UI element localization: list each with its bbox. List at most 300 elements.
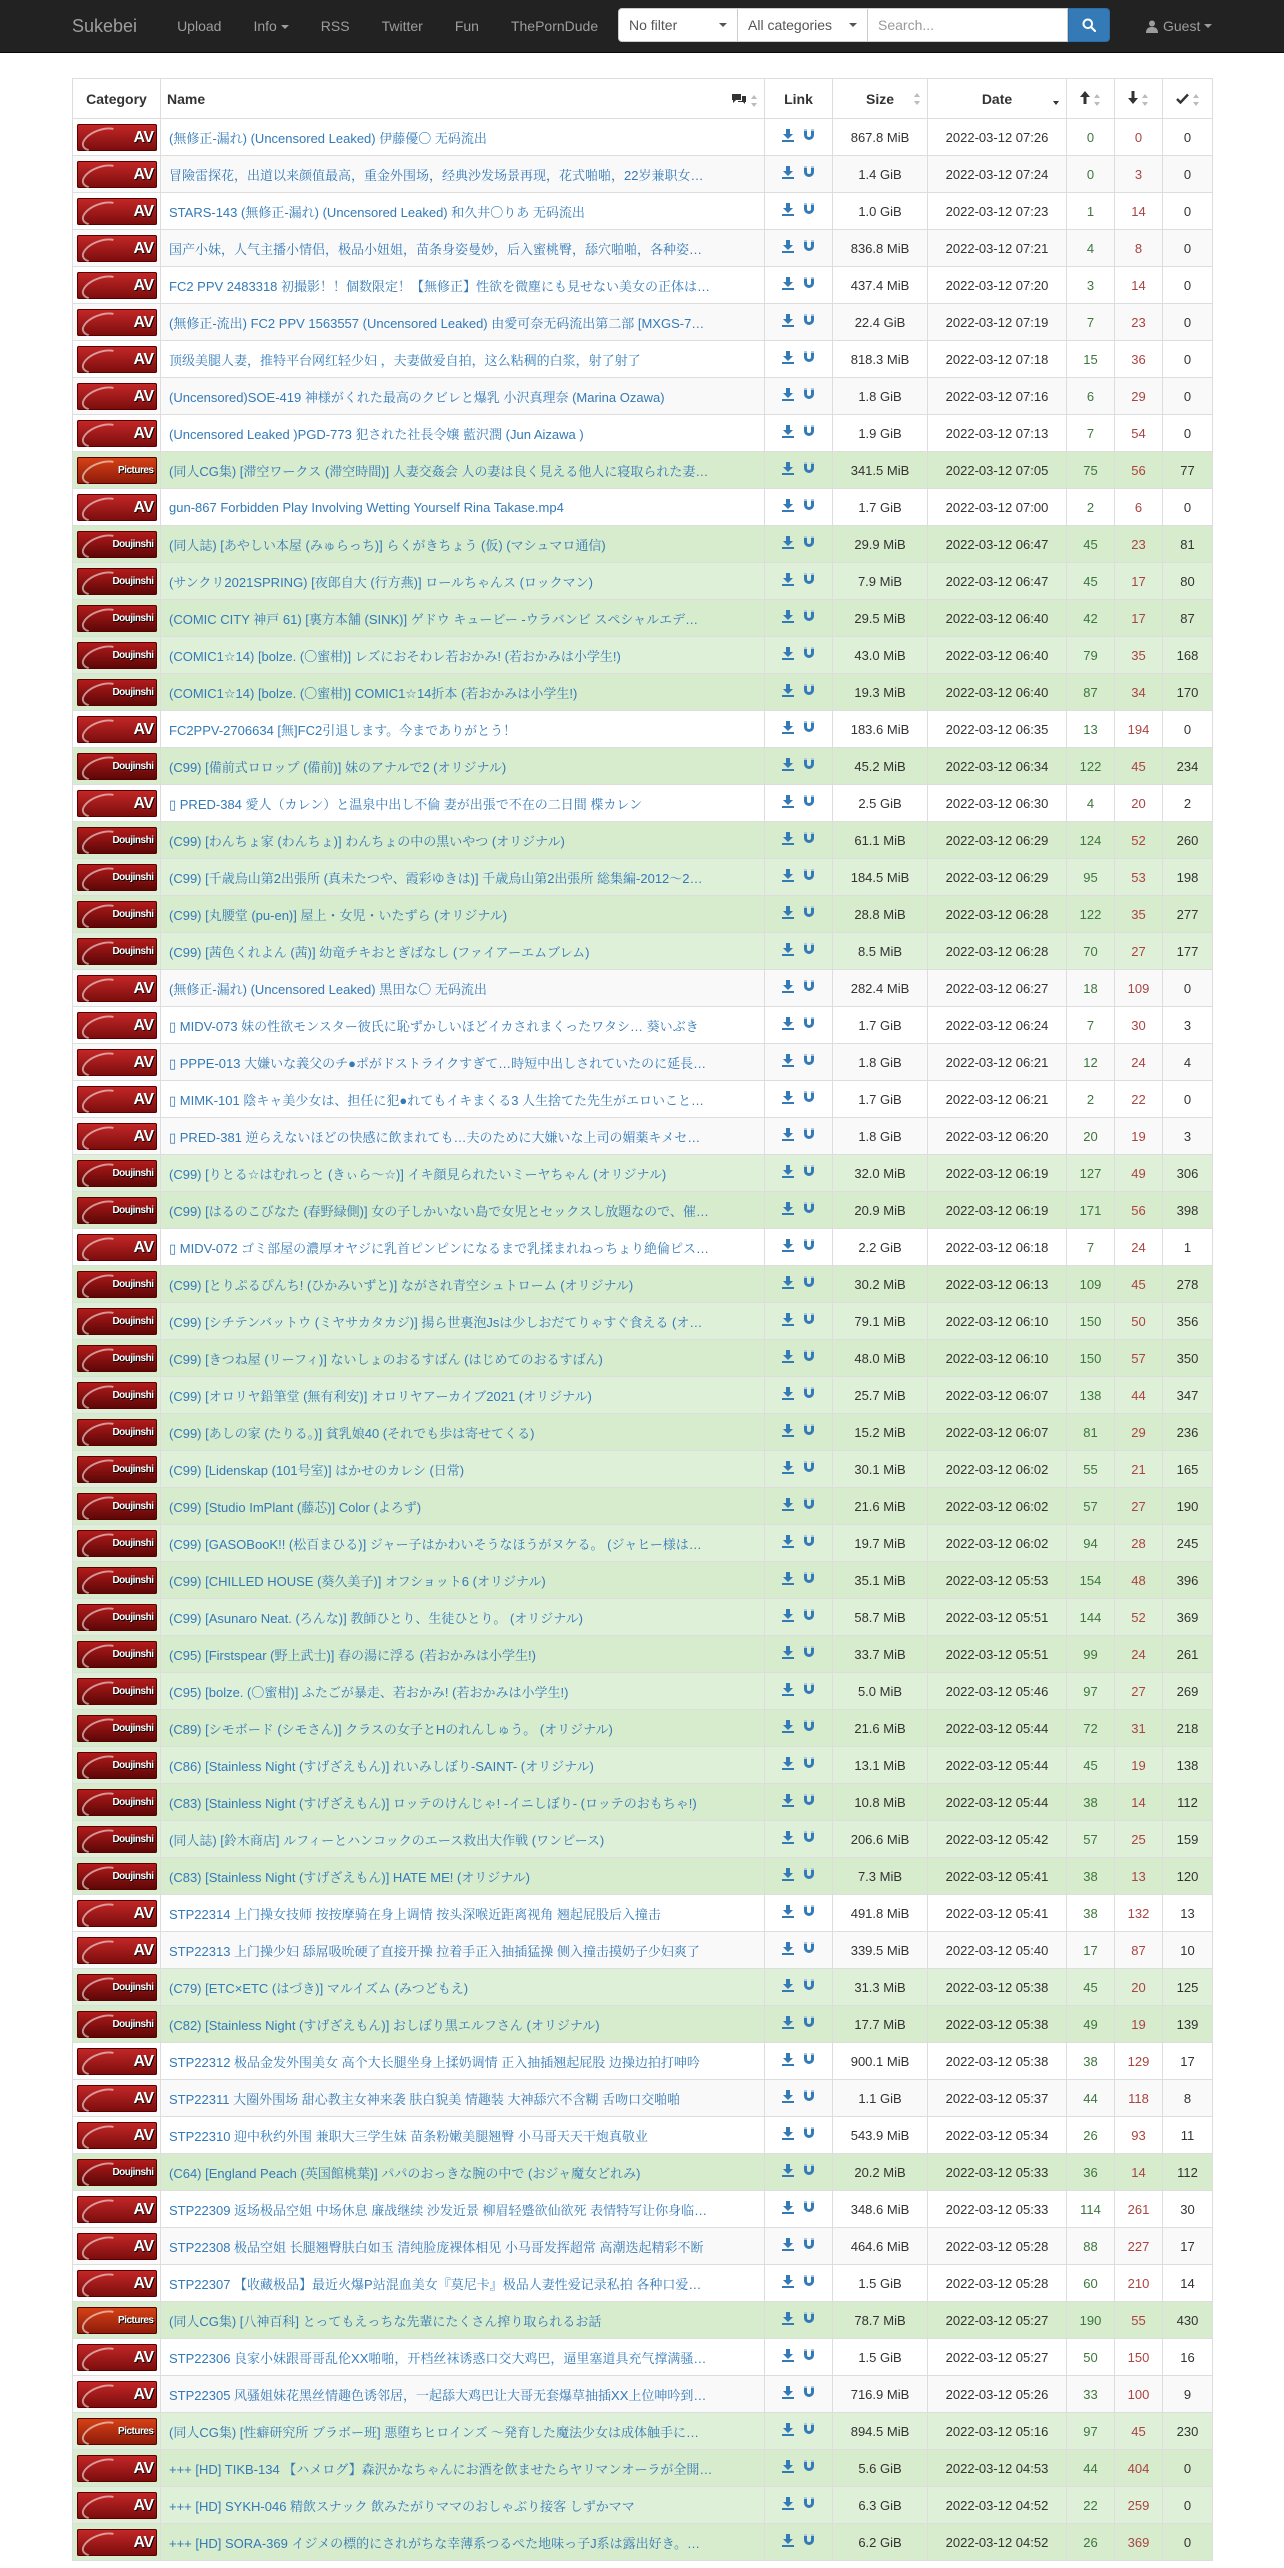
category-badge[interactable]	[77, 753, 157, 780]
nav-theporndude[interactable]: ThePornDude	[510, 18, 599, 34]
category-badge[interactable]	[77, 938, 157, 965]
download-icon[interactable]	[782, 1794, 794, 1810]
download-icon[interactable]	[782, 1054, 794, 1070]
col-date[interactable]	[928, 79, 1067, 119]
download-icon[interactable]	[782, 1757, 794, 1773]
magnet-icon[interactable]	[803, 2164, 815, 2180]
nav-twitter[interactable]: Twitter	[381, 18, 423, 34]
col-size[interactable]	[833, 79, 928, 119]
nav-fun[interactable]: Fun	[454, 18, 479, 34]
download-icon[interactable]	[782, 2053, 794, 2069]
magnet-icon[interactable]	[803, 388, 815, 404]
category-badge[interactable]	[77, 2418, 157, 2445]
torrent-title-link[interactable]: STP22312 极品金发外围美女 高个大长腿坐身上揉奶调情 正入抽插翘起屁股 边操边拍打呻吟	[169, 2054, 700, 2070]
magnet-icon[interactable]	[803, 129, 815, 145]
download-icon[interactable]	[782, 314, 794, 330]
category-badge[interactable]	[77, 1271, 157, 1298]
category-badge[interactable]	[77, 531, 157, 558]
magnet-icon[interactable]	[803, 1350, 815, 1366]
download-icon[interactable]	[782, 1387, 794, 1403]
category-badge[interactable]	[77, 309, 157, 336]
magnet-icon[interactable]	[803, 2016, 815, 2032]
category-badge[interactable]	[77, 901, 157, 928]
col-completed[interactable]	[1163, 79, 1213, 119]
download-icon[interactable]	[782, 425, 794, 441]
torrent-title-link[interactable]: STP22311 大圈外围场 甜心教主女神来袭 肤白貌美 情趣装 大神舔穴不含糊 舌吻口交啪啪	[169, 2091, 681, 2107]
category-badge[interactable]	[77, 1900, 157, 1927]
torrent-title-link[interactable]: (C99) [りとる☆はむれっと (きぃら～☆)] イキ顔見られたいミーヤちゃん (オリジナル)	[169, 1166, 667, 1182]
category-badge[interactable]	[77, 272, 157, 299]
brand-logo[interactable]: Sukebei	[72, 15, 138, 36]
torrent-title-link[interactable]: 顶级美腿人妻，推特平台网红轻少妇 ，夫妻做爱自拍，这么粘稠的白浆，射了射了	[169, 352, 641, 368]
magnet-icon[interactable]	[803, 1017, 815, 1033]
torrent-title-link[interactable]: (C99) [とりぷるぴんち! (ひかみいずと)] ながされ青空シュトローム (オリジナル)	[169, 1277, 634, 1293]
category-badge[interactable]	[77, 161, 157, 188]
category-badge[interactable]	[77, 2196, 157, 2223]
download-icon[interactable]	[782, 1461, 794, 1477]
torrent-title-link[interactable]: (C89) [シモボード (シモさん)] クラスの女子とHのれんしゅう。 (オリジナル)	[169, 1721, 613, 1737]
magnet-icon[interactable]	[803, 1276, 815, 1292]
download-icon[interactable]	[782, 1498, 794, 1514]
torrent-title-link[interactable]: (C79) [ETC×ETC (はづき)] マルイズム (みつどもえ)	[169, 1980, 469, 1996]
download-icon[interactable]	[782, 1572, 794, 1588]
torrent-title-link[interactable]: (C99) [千歳烏山第2出張所 (真未たつや、霞彩ゆきは)] 千歳烏山第2出張所 総集編-2012～2…	[169, 870, 703, 886]
col-seeders[interactable]	[1067, 79, 1115, 119]
download-icon[interactable]	[782, 1831, 794, 1847]
magnet-icon[interactable]	[803, 573, 815, 589]
download-icon[interactable]	[782, 684, 794, 700]
magnet-icon[interactable]	[803, 240, 815, 256]
torrent-title-link[interactable]: (C99) [はるのこびなた (春野緑側)] 女の子しかいない島で女児とセックスし放題なので、催…	[169, 1203, 709, 1219]
magnet-icon[interactable]	[803, 2386, 815, 2402]
torrent-title-link[interactable]: ▯ MIMK-101 陰キャ美少女は、担任に犯●れてもイキまくる3 人生捨てた先生がエロいこと…	[169, 1092, 705, 1108]
category-badge[interactable]	[77, 1160, 157, 1187]
magnet-icon[interactable]	[803, 1165, 815, 1181]
download-icon[interactable]	[782, 1313, 794, 1329]
download-icon[interactable]	[782, 2423, 794, 2439]
magnet-icon[interactable]	[803, 1535, 815, 1551]
col-name-label: Name	[167, 90, 206, 107]
torrent-title-link[interactable]: (C95) [Firstspear (野上武士)] 春の湯に浮る (若おかみは小学生!)	[169, 1647, 536, 1663]
download-icon[interactable]	[782, 647, 794, 663]
category-badge[interactable]	[77, 2122, 157, 2149]
torrent-title-link[interactable]: STP22308 极品空姐 长腿翘臀肤白如玉 清纯脸庞裸体相见 小马哥发挥超常 高潮迭起精彩不断	[169, 2239, 704, 2255]
download-icon[interactable]	[782, 1091, 794, 1107]
torrent-title-link[interactable]: FC2 PPV 2483318 初撮影！！個数限定！【無修正】性欲を微塵にも見せない美女の正体は…	[169, 278, 711, 294]
torrent-title-link[interactable]: (Uncensored Leaked )PGD-773 犯された社長令嬢 藍沢潤 (Jun Aizawa )	[169, 426, 584, 442]
category-badge[interactable]	[77, 2455, 157, 2482]
download-icon[interactable]	[782, 1202, 794, 1218]
download-icon[interactable]	[782, 129, 794, 145]
download-icon[interactable]	[782, 1350, 794, 1366]
magnet-icon[interactable]	[803, 2053, 815, 2069]
category-badge[interactable]	[77, 2492, 157, 2519]
category-badge[interactable]	[77, 235, 157, 262]
col-name[interactable]	[161, 79, 765, 119]
magnet-icon[interactable]	[803, 351, 815, 367]
torrent-title-link[interactable]: (無修正-漏れ) (Uncensored Leaked) 黒田な〇 无码流出	[169, 981, 487, 997]
category-badge[interactable]	[77, 1086, 157, 1113]
category-badge[interactable]	[77, 1715, 157, 1742]
torrent-title-link[interactable]: (C99) [CHILLED HOUSE (葵久美子)] オフショット6 (オリジナル)	[169, 1573, 546, 1589]
download-icon[interactable]	[782, 721, 794, 737]
comments-icon[interactable]	[731, 93, 747, 105]
torrent-title-link[interactable]: (C99) [Studio ImPlant (藤芯)] Color (よろず)	[169, 1499, 422, 1515]
category-badge[interactable]	[77, 1419, 157, 1446]
torrent-title-link[interactable]: (C99) [オロリヤ鉛筆堂 (無有利安)] オロリヤアーカイブ2021 (オリジナル)	[169, 1388, 592, 1404]
category-badge[interactable]	[77, 2529, 157, 2556]
seeders-cell: 138	[1067, 1377, 1115, 1414]
size-cell: 43.0 MiB	[833, 637, 928, 674]
magnet-icon[interactable]	[803, 1646, 815, 1662]
download-icon[interactable]	[782, 1683, 794, 1699]
magnet-icon[interactable]	[803, 869, 815, 885]
magnet-icon[interactable]	[803, 1683, 815, 1699]
magnet-icon[interactable]	[803, 2238, 815, 2254]
magnet-icon[interactable]	[803, 610, 815, 626]
magnet-icon[interactable]	[803, 2423, 815, 2439]
category-badge[interactable]	[77, 1567, 157, 1594]
category-badge[interactable]	[77, 1012, 157, 1039]
category-badge[interactable]	[77, 864, 157, 891]
download-icon[interactable]	[782, 1535, 794, 1551]
download-icon[interactable]	[782, 573, 794, 589]
category-badge[interactable]	[77, 1049, 157, 1076]
category-badge[interactable]	[77, 420, 157, 447]
download-icon[interactable]	[782, 2090, 794, 2106]
magnet-icon[interactable]	[803, 1720, 815, 1736]
search-button[interactable]	[1068, 8, 1110, 42]
magnet-icon[interactable]	[803, 943, 815, 959]
magnet-icon[interactable]	[803, 1572, 815, 1588]
col-leechers[interactable]	[1115, 79, 1163, 119]
download-icon[interactable]	[782, 1609, 794, 1625]
category-badge[interactable]	[77, 642, 157, 669]
category-badge[interactable]	[77, 1678, 157, 1705]
category-badge[interactable]	[77, 2307, 157, 2334]
category-badge[interactable]	[77, 1863, 157, 1890]
category-badge[interactable]	[77, 1937, 157, 1964]
completed-cell: 165	[1163, 1451, 1213, 1488]
torrent-title-link[interactable]: FC2PPV-2706634 [無]FC2引退します。今までありがとう！	[169, 722, 517, 738]
magnet-icon[interactable]	[803, 2349, 815, 2365]
download-icon[interactable]	[782, 351, 794, 367]
magnet-icon[interactable]	[803, 1387, 815, 1403]
torrent-title-link[interactable]: (同人誌) [あやしい本屋 (みゅらっち)] らくがきちょう (仮) (マシュマロ通信)	[169, 537, 606, 553]
torrent-title-link[interactable]: (C83) [Stainless Night (すげざえもん)] ロッテのけんじゃ! -イニしぼり- (ロッテのおもちゃ!)	[169, 1795, 697, 1811]
torrent-title-link[interactable]: (C64) [England Peach (英国館桃葉)] パパのおっきな腕の中で (おジャ魔女どれみ)	[169, 2165, 641, 2181]
torrent-title-link[interactable]: ▯ PPPE-013 大嫌いな義父のチ●ポがドストライクすぎて…時短中出しされていたのに延長…	[169, 1055, 707, 1071]
download-icon[interactable]	[782, 1942, 794, 1958]
torrent-title-link[interactable]: +++ [HD] SYKH-046 精飲スナック 飲みたがりママのおしゃぶり接客 しずかママ	[169, 2498, 635, 2514]
magnet-icon[interactable]	[803, 1054, 815, 1070]
torrent-title-link[interactable]: (C83) [Stainless Night (すげざえもん)] HATE ME! (オリジナル)	[169, 1869, 530, 1885]
magnet-icon[interactable]	[803, 1794, 815, 1810]
torrent-title-link[interactable]: STP22306 良家小妹跟哥哥乱伦XX啪啪，开档丝袜诱惑口交大鸡巴，逼里塞道具充气撑满骚…	[169, 2350, 707, 2366]
torrent-title-link[interactable]: STARS-143 (無修正-漏れ) (Uncensored Leaked) 和久井〇りあ 无码流出	[169, 204, 585, 220]
magnet-icon[interactable]	[803, 1239, 815, 1255]
category-badge[interactable]	[77, 716, 157, 743]
download-icon[interactable]	[782, 499, 794, 515]
category-badge-label: Doujinshi	[112, 945, 154, 957]
date-cell: 2022-03-12 07:18	[928, 341, 1067, 378]
torrent-title-link[interactable]: (C99) [シチテンバットウ (ミヤサカタカジ)] 揚ら世裏泡Jsは少しおだてりゃすぐ食える (オ…	[169, 1314, 703, 1330]
download-icon[interactable]	[782, 943, 794, 959]
category-badge[interactable]	[77, 605, 157, 632]
download-icon[interactable]	[782, 1239, 794, 1255]
download-icon[interactable]	[782, 832, 794, 848]
magnet-icon[interactable]	[803, 980, 815, 996]
magnet-icon[interactable]	[803, 277, 815, 293]
download-icon[interactable]	[782, 869, 794, 885]
download-icon[interactable]	[782, 2201, 794, 2217]
nav-rss[interactable]: RSS	[320, 18, 350, 34]
search-input[interactable]	[868, 8, 1068, 42]
category-badge[interactable]	[77, 1826, 157, 1853]
magnet-icon[interactable]	[803, 1609, 815, 1625]
magnet-icon[interactable]	[803, 1498, 815, 1514]
download-icon[interactable]	[782, 906, 794, 922]
torrent-title-link[interactable]: ▯ MIDV-072 ゴミ部屋の濃厚オヤジに乳首ピンピンになるまで乳揉まれねっちょり絶倫ピス…	[169, 1240, 710, 1256]
download-icon[interactable]	[782, 1017, 794, 1033]
download-icon[interactable]	[782, 1276, 794, 1292]
download-icon[interactable]	[782, 1905, 794, 1921]
category-badge[interactable]	[77, 1456, 157, 1483]
torrent-title-link[interactable]: gun-867 Forbidden Play Involving Wetting Yourself Rina Takase.mp4	[169, 499, 564, 515]
download-icon[interactable]	[782, 462, 794, 478]
download-icon[interactable]	[782, 610, 794, 626]
magnet-icon[interactable]	[803, 832, 815, 848]
category-badge[interactable]	[77, 2233, 157, 2260]
download-icon[interactable]	[782, 1646, 794, 1662]
torrent-title-link[interactable]: STP22305 风骚姐妹花黑丝情趣色诱邻居，一起舔大鸡巴让大哥无套爆草抽插XX上位呻吟到…	[169, 2387, 707, 2403]
download-icon[interactable]	[782, 2460, 794, 2476]
torrent-title-link[interactable]: 冒險雷探花，出道以来颜值最高，重金外围场，经典沙发场景再现，花式啪啪，22岁兼职女…	[169, 167, 704, 183]
category-badge[interactable]	[77, 679, 157, 706]
magnet-icon[interactable]	[803, 2312, 815, 2328]
torrent-title-link[interactable]: STP22307 【收藏极品】最近火爆P站混血美女『莫尼卡』极品人妻性爱记录私拍 各种口爱…	[169, 2276, 702, 2292]
category-badge[interactable]	[77, 2344, 157, 2371]
magnet-icon[interactable]	[803, 2275, 815, 2291]
download-icon[interactable]	[782, 203, 794, 219]
magnet-icon[interactable]	[803, 462, 815, 478]
magnet-icon[interactable]	[803, 721, 815, 737]
download-icon[interactable]	[782, 1720, 794, 1736]
category-badge[interactable]	[77, 1197, 157, 1224]
category-badge[interactable]	[77, 790, 157, 817]
category-badge[interactable]	[77, 1604, 157, 1631]
category-badge[interactable]	[77, 1641, 157, 1668]
magnet-icon[interactable]	[803, 1942, 815, 1958]
size-cell: 8.5 MiB	[833, 933, 928, 970]
completed-cell: 13	[1163, 1895, 1213, 1932]
download-icon[interactable]	[782, 240, 794, 256]
torrent-title-link[interactable]: +++ [HD] SORA-369 イジメの標的にされがちな幸薄系つるぺた地味っ子J系は露出好き。…	[169, 2535, 701, 2551]
magnet-icon[interactable]	[803, 2497, 815, 2513]
torrent-title-link[interactable]: (C99) [茜色くれよん (茜)] 幼竜チキおとぎばなし (ファイアーエムブレム)	[169, 944, 590, 960]
category-badge[interactable]	[77, 1123, 157, 1150]
download-icon[interactable]	[782, 1424, 794, 1440]
torrent-title-link[interactable]: (無修正-流出) FC2 PPV 1563557 (Uncensored Leaked) 由愛可奈无码流出第二部 [MXGS-7…	[169, 315, 705, 331]
download-icon[interactable]	[782, 166, 794, 182]
magnet-icon[interactable]	[803, 1831, 815, 1847]
torrent-title-link[interactable]: (同人CG集) [性癖研究所 ブラボー班] 悪堕ちヒロインズ ～発育した魔法少女は成体触手に…	[169, 2424, 700, 2440]
category-badge[interactable]	[77, 494, 157, 521]
torrent-title-link[interactable]: (COMIC1☆14) [bolze. (〇蜜柑)] レズにおそわレ若おかみ! (若おかみは小学生!)	[169, 648, 621, 664]
torrent-title-link[interactable]: STP22309 返场极品空姐 中场休息 廉战继续 沙发近景 柳眉轻蹙欲仙欲死 表情特写让你身临…	[169, 2202, 708, 2218]
magnet-icon[interactable]	[803, 1461, 815, 1477]
category-badge[interactable]	[77, 2270, 157, 2297]
torrent-title-link[interactable]: (C99) [丸腰堂 (pu-en)] 屋上・女児・いたずら (オリジナル)	[169, 907, 508, 923]
torrent-title-link[interactable]: ▯ PRED-381 逆らえないほどの快感に飲まれても…夫のために大嫌いな上司の媚薬キメセ…	[169, 1129, 701, 1145]
category-select[interactable]	[738, 8, 868, 42]
magnet-icon[interactable]	[803, 499, 815, 515]
download-icon[interactable]	[782, 2497, 794, 2513]
seeders-cell: 50	[1067, 2339, 1115, 2376]
download-icon[interactable]	[782, 758, 794, 774]
download-icon[interactable]	[782, 2275, 794, 2291]
completed-cell: 112	[1163, 2154, 1213, 2191]
magnet-icon[interactable]	[803, 684, 815, 700]
category-badge[interactable]	[77, 1493, 157, 1520]
category-badge[interactable]	[77, 827, 157, 854]
category-badge[interactable]	[77, 1234, 157, 1261]
category-badge[interactable]	[77, 568, 157, 595]
category-badge-label: Pictures	[118, 464, 154, 476]
magnet-icon[interactable]	[803, 1091, 815, 1107]
category-badge[interactable]	[77, 1530, 157, 1557]
magnet-icon[interactable]	[803, 1979, 815, 1995]
filter-select[interactable]	[618, 8, 738, 42]
category-badge[interactable]	[77, 2159, 157, 2186]
leechers-cell: 14	[1115, 267, 1163, 304]
magnet-icon[interactable]	[803, 2460, 815, 2476]
magnet-icon[interactable]	[803, 2090, 815, 2106]
category-badge[interactable]	[77, 1345, 157, 1372]
torrent-title-link[interactable]: (C99) [わんちょ家 (わんちょ)] わんちょの中の黒いやつ (オリジナル)	[169, 833, 565, 849]
magnet-icon[interactable]	[803, 425, 815, 441]
torrent-title-link[interactable]: (同人CG集) [滞空ワークス (滞空時間)] 人妻交姦会 人の妻は良く見える他人に寝取られた妻…	[169, 463, 709, 479]
download-icon[interactable]	[782, 2238, 794, 2254]
torrent-title-link[interactable]: (Uncensored)SOE-419 神様がくれた最高のクビレと爆乳 小沢真理奈 (Marina Ozawa)	[169, 389, 665, 405]
torrent-title-link[interactable]: ▯ MIDV-073 妹の性欲モンスター彼氏に恥ずかしいほどイカされまくったワタシ… 葵いぶき	[169, 1018, 699, 1034]
magnet-icon[interactable]	[803, 2534, 815, 2550]
torrent-title-link[interactable]: STP22313 上门操少妇 舔屌吸吮硬了直接开操 拉着手正入抽插猛操 侧入撞击摸奶子少妇爽了	[169, 1943, 700, 1959]
category-badge[interactable]	[77, 2048, 157, 2075]
download-icon[interactable]	[782, 2534, 794, 2550]
torrent-title-link[interactable]: (C82) [Stainless Night (すげざえもん)] おしぼり黒エルフさん (オリジナル)	[169, 2017, 600, 2033]
download-icon[interactable]	[782, 2164, 794, 2180]
user-menu[interactable]	[1146, 0, 1212, 52]
torrent-title-link[interactable]: (C86) [Stainless Night (すげざえもん)] れいみしぼり-SAINT- (オリジナル)	[169, 1758, 594, 1774]
category-badge[interactable]	[77, 2381, 157, 2408]
torrent-title-link[interactable]: (C99) [Lidenskap (101号室)] はかせのカレシ (日常)	[169, 1462, 465, 1478]
magnet-icon[interactable]	[803, 1757, 815, 1773]
size-cell: 1.9 GiB	[833, 415, 928, 452]
magnet-icon[interactable]	[803, 1313, 815, 1329]
download-icon[interactable]	[782, 2386, 794, 2402]
category-badge[interactable]	[77, 2011, 157, 2038]
magnet-icon[interactable]	[803, 203, 815, 219]
torrent-title-link[interactable]: +++ [HD] TIKB-134 【ハメログ】森沢かなちゃんにお酒を飲ませたらヤリマンオーラが全開…	[169, 2461, 713, 2477]
download-icon[interactable]	[782, 277, 794, 293]
download-icon[interactable]	[782, 1868, 794, 1884]
magnet-icon[interactable]	[803, 1905, 815, 1921]
torrent-title-link[interactable]: 国产小妹，人气主播小情侣，极品小妞姐，苗条身姿曼妙，后入蜜桃臀，舔穴啪啪，各种姿…	[169, 241, 703, 257]
magnet-icon[interactable]	[803, 2127, 815, 2143]
magnet-icon[interactable]	[803, 314, 815, 330]
download-icon[interactable]	[782, 1979, 794, 1995]
torrent-title-link[interactable]: (C95) [bolze. (〇蜜柑)] ふたごが暴走、若おかみ! (若おかみは小学生!)	[169, 1684, 569, 1700]
category-badge[interactable]	[77, 457, 157, 484]
torrent-title-link[interactable]: (C99) [きつね屋 (リーフィ)] ないしょのおるすばん (はじめてのおるすばん)	[169, 1351, 603, 1367]
magnet-icon[interactable]	[803, 1128, 815, 1144]
torrent-title-link[interactable]: (同人誌) [鈴木商店] ルフィーとハンコックのエース救出大作戦 (ワンピース)	[169, 1832, 605, 1848]
torrent-title-link[interactable]: (C99) [Asunaro Neat. (ろんな)] 教師ひとり、生徒ひとり。 (オリジナル)	[169, 1610, 583, 1626]
download-icon[interactable]	[782, 2312, 794, 2328]
nav-info[interactable]	[237, 0, 304, 52]
download-icon[interactable]	[782, 980, 794, 996]
torrent-title-link[interactable]: (無修正-漏れ) (Uncensored Leaked) 伊藤優〇 无码流出	[169, 130, 487, 146]
download-icon[interactable]	[782, 1128, 794, 1144]
category-badge[interactable]	[77, 1789, 157, 1816]
download-icon[interactable]	[782, 536, 794, 552]
leechers-cell: 129	[1115, 2043, 1163, 2080]
category-badge[interactable]	[77, 346, 157, 373]
magnet-icon[interactable]	[803, 2201, 815, 2217]
torrent-title-link[interactable]: (COMIC1☆14) [bolze. (〇蜜柑)] COMIC1☆14折本 (若おかみは小学生!)	[169, 685, 578, 701]
category-badge[interactable]	[77, 383, 157, 410]
torrent-title-link[interactable]: ▯ PRED-384 愛人（カレン）と温泉中出し不倫 妻が出張で不在の二日間 楪カレン	[169, 796, 643, 812]
torrent-title-link[interactable]: (COMIC CITY 神戸 61) [裏方本舗 (SINK)] ゲドウ キュービー -ウラバンビ スペシャルエデ…	[169, 611, 699, 627]
magnet-icon[interactable]	[803, 647, 815, 663]
torrent-title-link[interactable]: (C99) [あしの家 (たりる。)] 貧乳娘40 (それでも歩は寄せてくる)	[169, 1425, 535, 1441]
magnet-icon[interactable]	[803, 758, 815, 774]
download-icon[interactable]	[782, 2349, 794, 2365]
category-badge[interactable]	[77, 124, 157, 151]
download-icon[interactable]	[782, 795, 794, 811]
category-badge[interactable]	[77, 1382, 157, 1409]
torrent-title-link[interactable]: (C99) [GASOBooK!! (松百まひる)] ジャー子はかわいそうなほうがヌケる。 (ジャヒー様は…	[169, 1536, 702, 1552]
torrent-title-link[interactable]: (サンクリ2021SPRING) [夜郎自大 (行方燕)] ロールちゃんス (ロックマン)	[169, 574, 593, 590]
magnet-icon[interactable]	[803, 906, 815, 922]
magnet-icon[interactable]	[803, 1202, 815, 1218]
category-badge-label: AV	[133, 2496, 154, 2514]
download-icon[interactable]	[782, 2127, 794, 2143]
completed-cell: 350	[1163, 1340, 1213, 1377]
sort-icon[interactable]	[751, 95, 758, 107]
nav-upload[interactable]: Upload	[177, 18, 222, 34]
download-icon[interactable]	[782, 2016, 794, 2032]
category-badge[interactable]	[77, 975, 157, 1002]
category-badge[interactable]	[77, 198, 157, 225]
torrent-title-link[interactable]: STP22310 迎中秋约外围 兼职大三学生妹 苗条粉嫩美腿翘臀 小马哥天天干炮真敬业	[169, 2128, 648, 2144]
magnet-icon[interactable]	[803, 1868, 815, 1884]
torrent-title-link[interactable]: (C99) [備前式ロロップ (備前)] 妹のアナルで2 (オリジナル)	[169, 759, 507, 775]
category-badge[interactable]	[77, 1974, 157, 2001]
download-icon[interactable]	[782, 388, 794, 404]
download-icon[interactable]	[782, 1165, 794, 1181]
magnet-icon[interactable]	[803, 1424, 815, 1440]
magnet-icon[interactable]	[803, 536, 815, 552]
category-badge[interactable]	[77, 1308, 157, 1335]
magnet-icon[interactable]	[803, 166, 815, 182]
category-badge[interactable]	[77, 1752, 157, 1779]
category-badge[interactable]	[77, 2085, 157, 2112]
torrent-title-link[interactable]: (同人CG集) [八神百科] とってもえっちな先輩にたくさん搾り取られるお話	[169, 2313, 602, 2329]
torrent-title-link[interactable]: STP22314 上门操女技师 按按摩骑在身上调情 按头深喉近距离视角 翘起屁股后入撞击	[169, 1906, 661, 1922]
magnet-icon[interactable]	[803, 795, 815, 811]
